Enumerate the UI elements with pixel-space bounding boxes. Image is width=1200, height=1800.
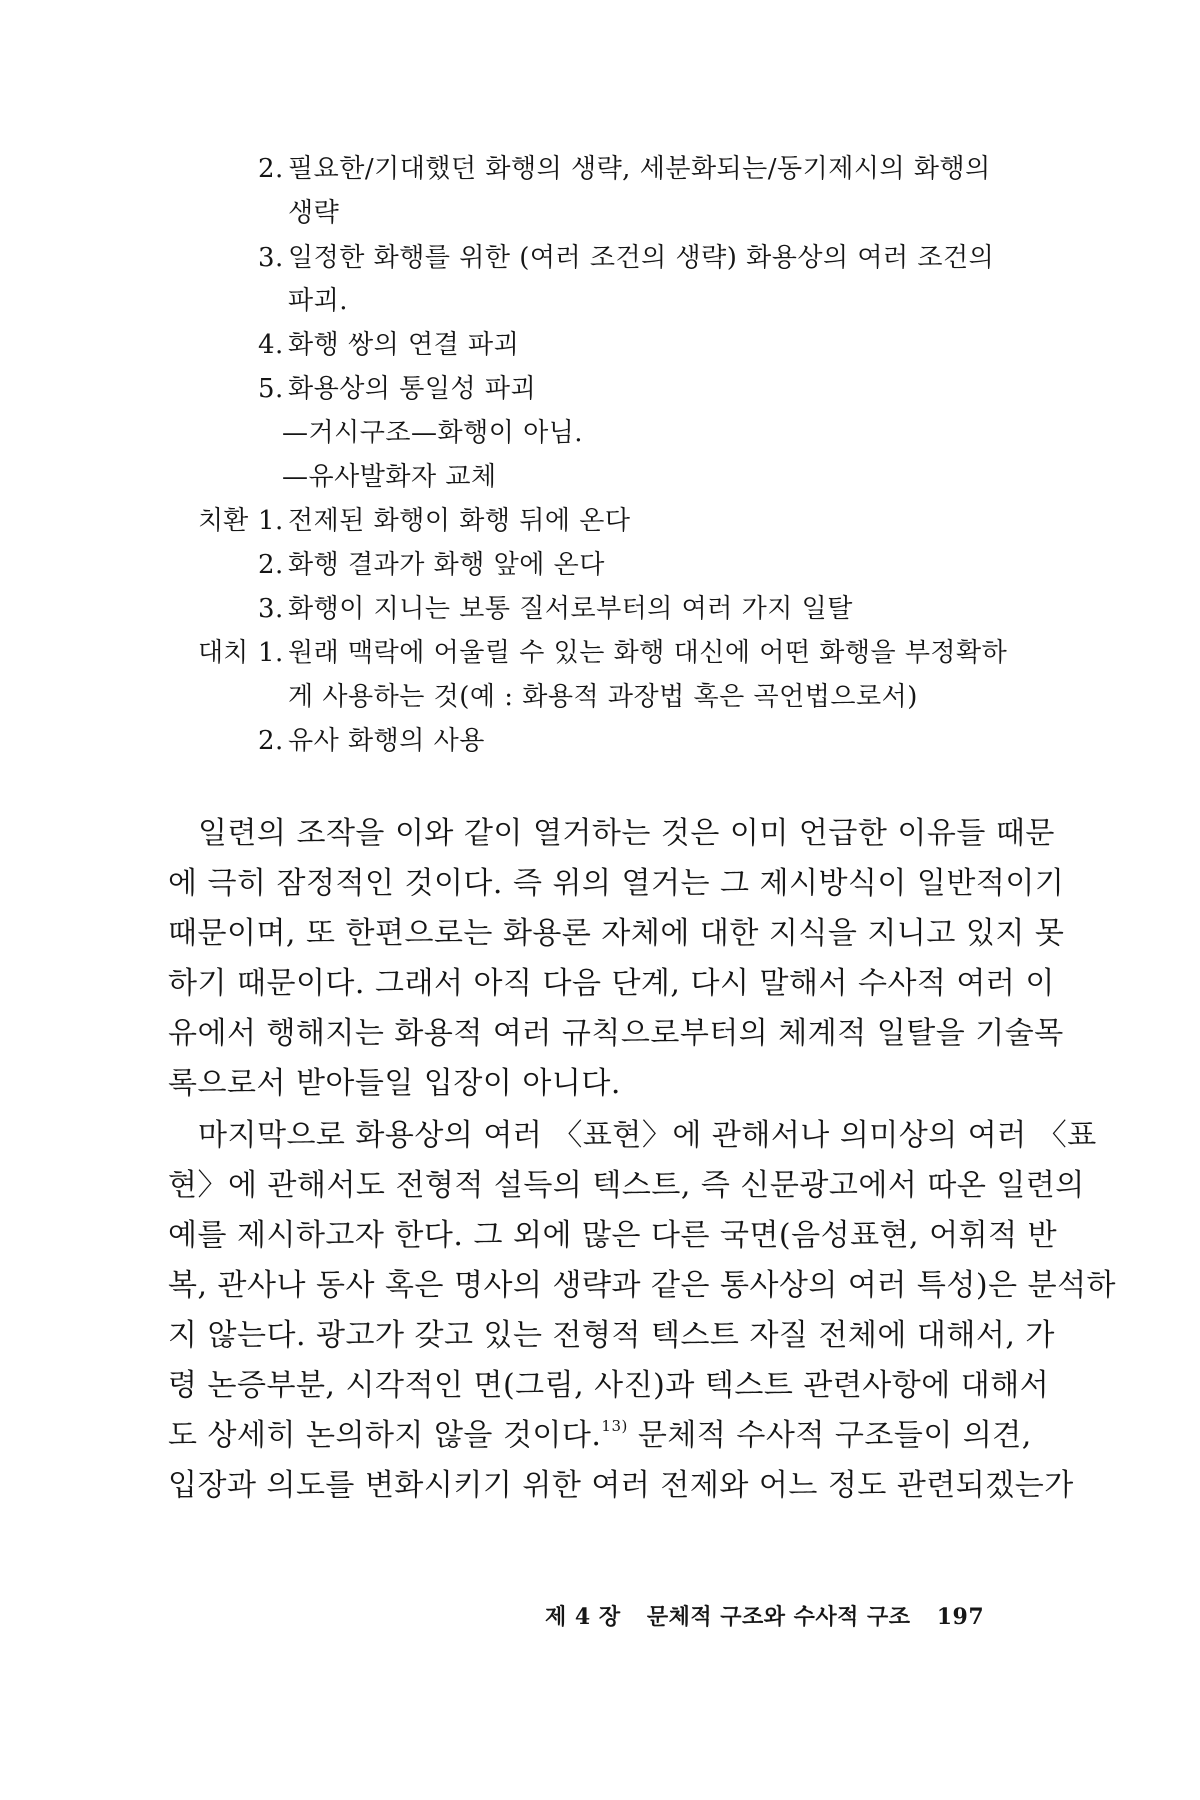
body-line-with-footnote: 도 상세히 논의하지 않을 것이다.$^{13)}$ 문체적 수사적 구조들이 의견, bbox=[168, 1417, 1032, 1453]
list-subitem: —유사발화자 교체 bbox=[282, 462, 497, 492]
list-item: 4. 화행 쌍의 연결 파괴 bbox=[258, 330, 520, 360]
replacement-label: 대치 bbox=[198, 638, 249, 668]
footnote-ref[interactable]: 13) bbox=[601, 1417, 628, 1435]
body-line: 지 않는다. 광고가 갖고 있는 전형적 텍스트 자질 전체에 대해서, 가 bbox=[168, 1318, 1055, 1353]
list-item: 2. 화행 결과가 화행 앞에 온다 bbox=[258, 550, 605, 580]
list-item: 2. 필요한/기대했던 화행의 생략, 세분화되는/동기제시의 화행의 bbox=[258, 154, 991, 184]
list-item-continuation: 게 사용하는 것(예 : 화용적 과장법 혹은 곡언법으로서) bbox=[288, 682, 918, 712]
list-item-continuation: 생략 bbox=[288, 198, 340, 228]
body-line: 에 극히 잠정적인 것이다. 즉 위의 열거는 그 제시방식이 일반적이기 bbox=[168, 866, 1065, 901]
page-footer bbox=[545, 1602, 984, 1632]
list-item: 1. 전제된 화행이 화행 뒤에 온다 bbox=[258, 506, 631, 536]
list-subitem: —거시구조—화행이 아님. bbox=[282, 418, 584, 448]
body-line: 현〉에 관해서도 전형적 설득의 텍스트, 즉 신문광고에서 따온 일련의 bbox=[168, 1168, 1085, 1203]
substitution-label: 치환 bbox=[198, 506, 249, 536]
body-line: 마지막으로 화용상의 여러 〈표현〉에 관해서나 의미상의 여러 〈표 bbox=[198, 1118, 1097, 1153]
body-line: 일련의 조작을 이와 같이 열거하는 것은 이미 언급한 이유들 때문 bbox=[198, 816, 1055, 851]
body-line: 유에서 행해지는 화용적 여러 규칙으로부터의 체계적 일탈을 기술목 bbox=[168, 1016, 1064, 1051]
list-item-continuation: 파괴. bbox=[288, 286, 348, 316]
body-line: 하기 때문이다. 그래서 아직 다음 단계, 다시 말해서 수사적 여러 이 bbox=[168, 966, 1055, 1001]
list-item: 5. 화용상의 통일성 파괴 bbox=[258, 374, 537, 404]
chapter-label: 제 4 장 bbox=[545, 1604, 621, 1630]
body-line: 때문이며, 또 한편으로는 화용론 자체에 대한 지식을 지니고 있지 못 bbox=[168, 916, 1065, 951]
page-number: 197 bbox=[936, 1604, 985, 1630]
body-line: 록으로서 받아들일 입장이 아니다. bbox=[168, 1066, 621, 1101]
body-line: 예를 제시하고자 한다. 그 외에 많은 다른 국면(음성표현, 어휘적 반 bbox=[168, 1218, 1058, 1253]
list-item: 2. 유사 화행의 사용 bbox=[258, 726, 485, 756]
body-line: 복, 관사나 동사 혹은 명사의 생략과 같은 통사상의 여러 특성)은 분석하 bbox=[168, 1268, 1117, 1303]
list-item: 3. 화행이 지니는 보통 질서로부터의 여러 가지 일탈 bbox=[258, 594, 853, 624]
list-item: 1. 원래 맥락에 어울릴 수 있는 화행 대신에 어떤 화행을 부정확하 bbox=[258, 638, 1008, 668]
list-item: 3. 일정한 화행를 위한 (여러 조건의 생략) 화용상의 여러 조건의 bbox=[258, 243, 995, 273]
body-line: 입장과 의도를 변화시키기 위한 여러 전제와 어느 정도 관련되겠는가 bbox=[168, 1468, 1074, 1503]
body-line: 령 논증부분, 시각적인 면(그림, 사진)과 텍스트 관련사항에 대해서 bbox=[168, 1368, 1050, 1403]
chapter-title: 문체적 구조와 수사적 구조 bbox=[646, 1604, 911, 1630]
